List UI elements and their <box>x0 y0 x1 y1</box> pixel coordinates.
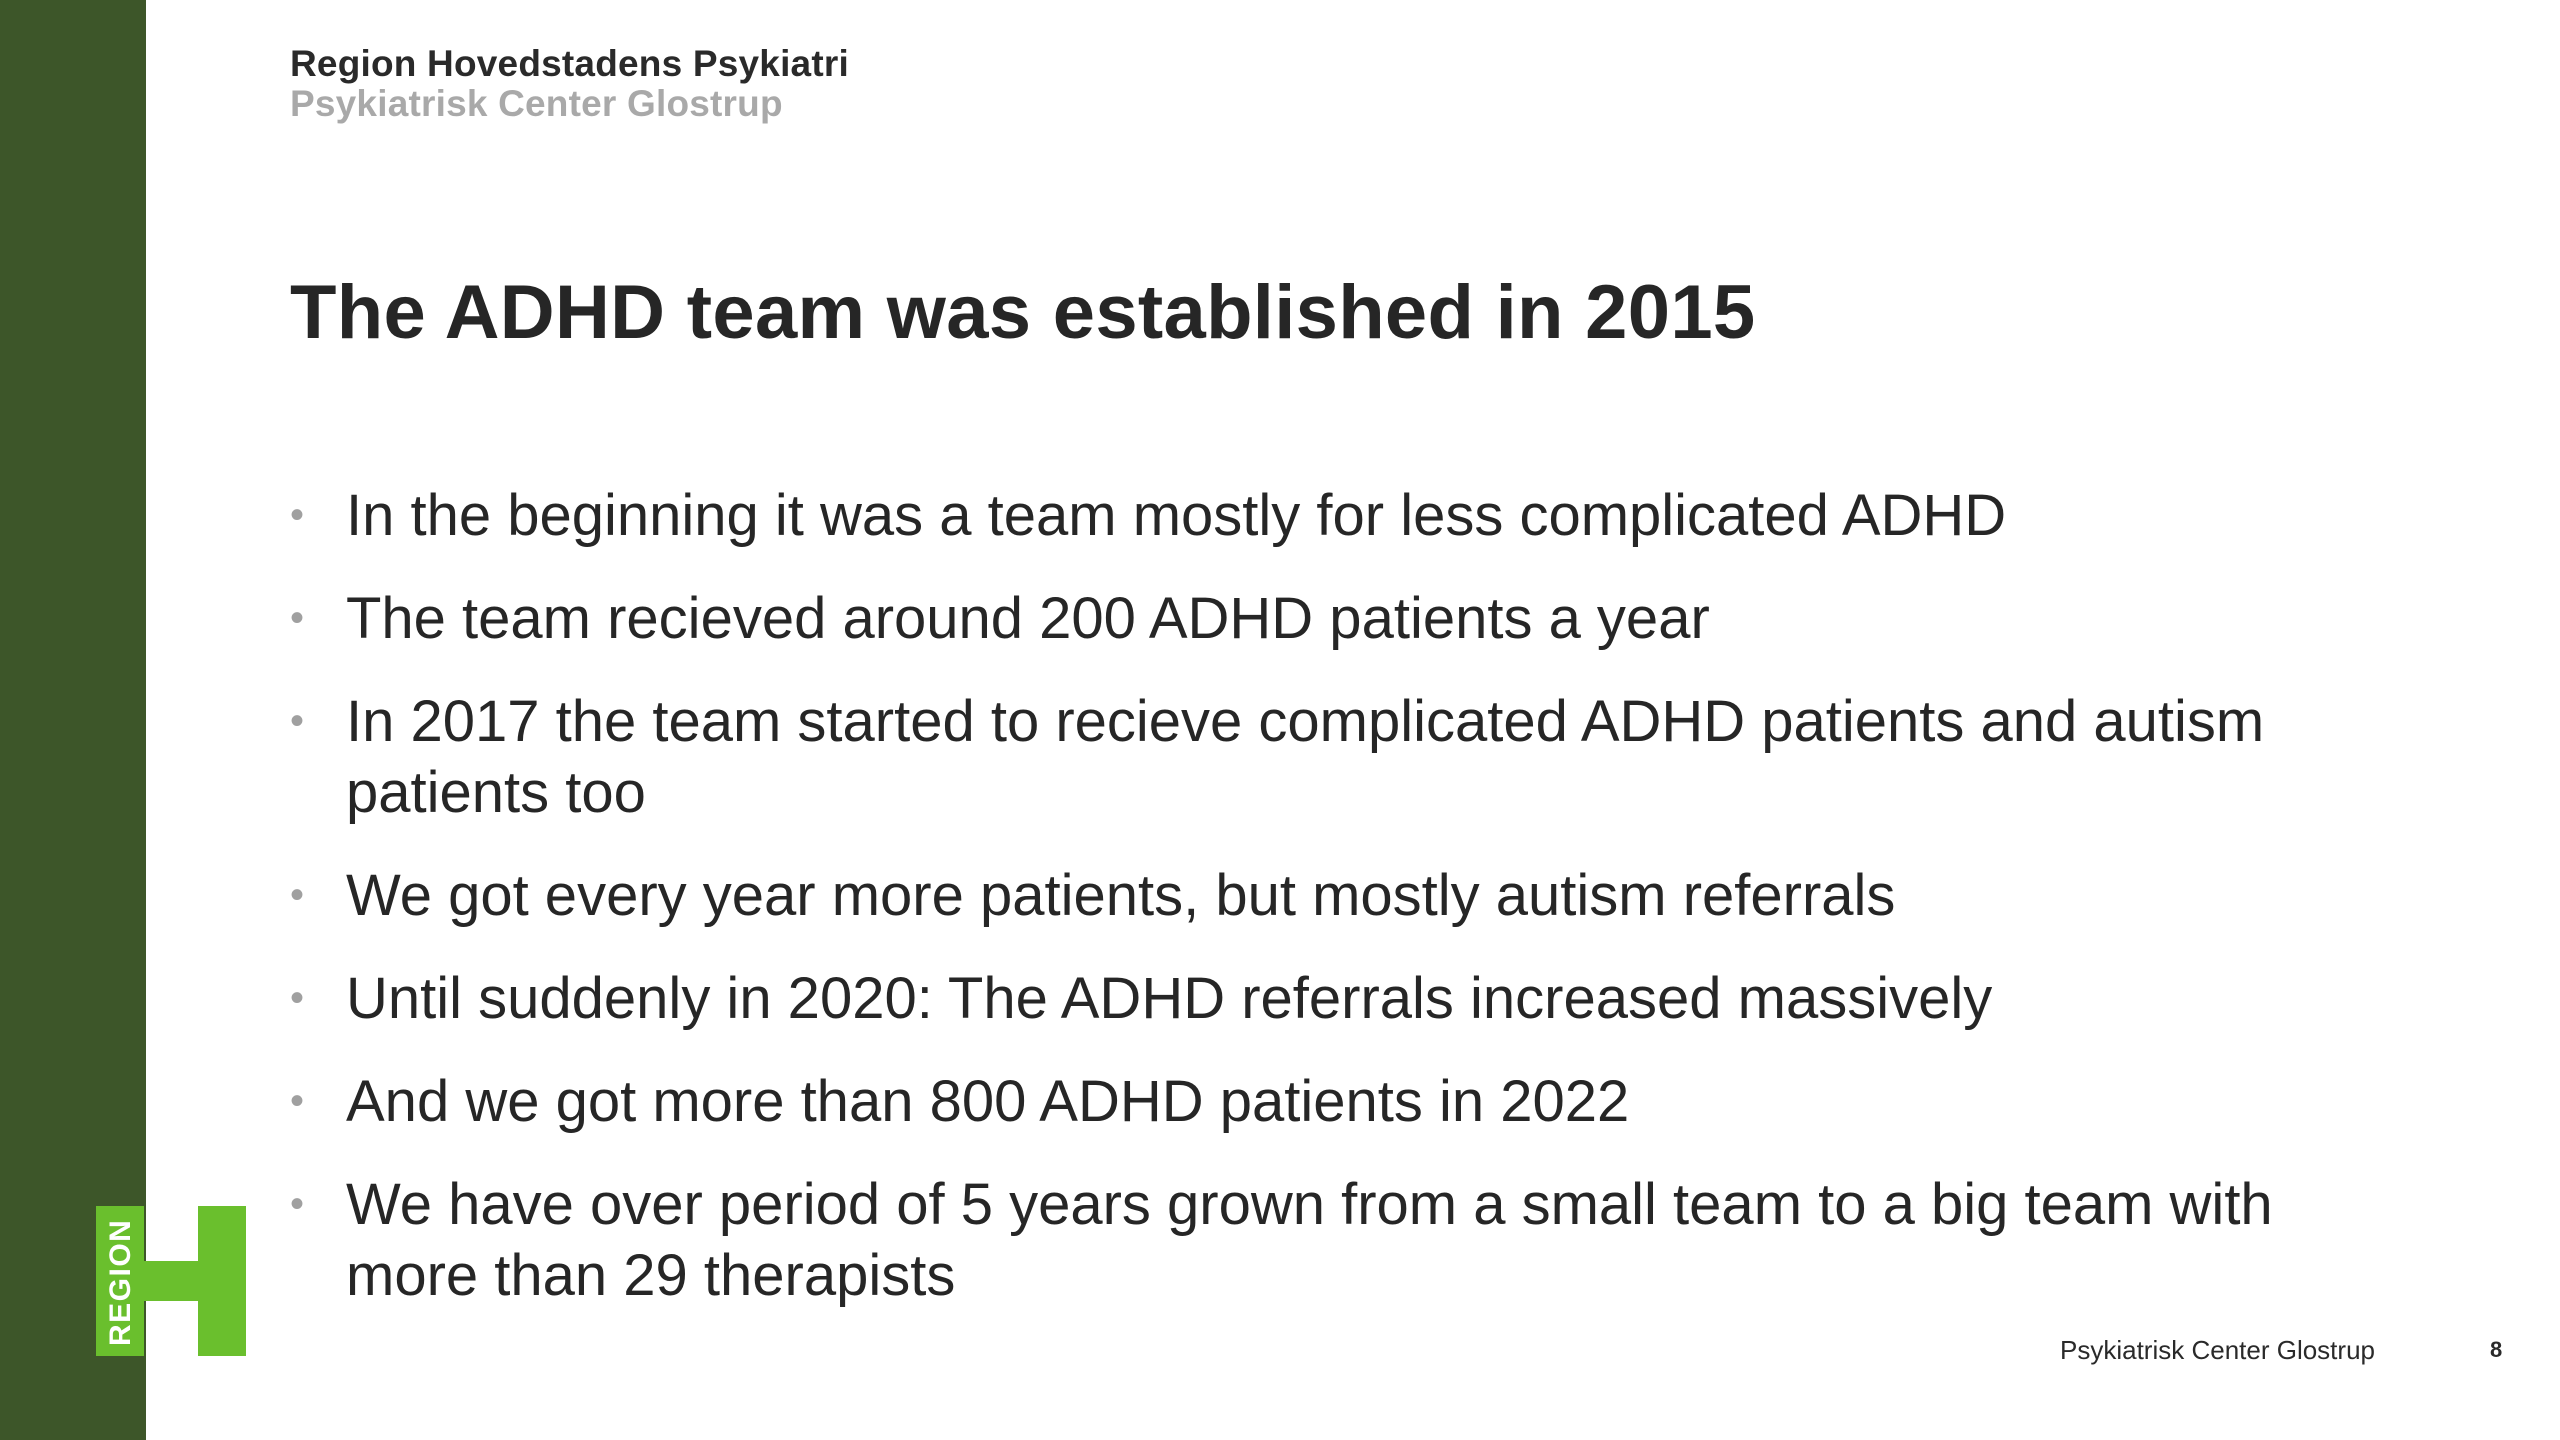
bullet-dot-icon: • <box>290 976 305 1020</box>
bullet-item <box>290 860 2390 931</box>
bullet-item <box>290 480 2390 551</box>
bullet-dot-icon: • <box>290 493 305 537</box>
bullet-item <box>290 963 2390 1034</box>
bullet-list <box>290 480 2390 1343</box>
logo-text: REGION <box>104 1218 137 1346</box>
footer-text: Psykiatrisk Center Glostrup <box>2060 1335 2375 1365</box>
org-header <box>290 44 849 124</box>
bullet-dot-icon: • <box>290 873 305 917</box>
bullet-item <box>290 686 2390 828</box>
bullet-text: In 2017 the team started to recieve complicated ADHD patients and autism patients too <box>346 689 2265 825</box>
bullet-item <box>290 1169 2390 1311</box>
bullet-text: In the beginning it was a team mostly for less complicated ADHD <box>346 483 2007 548</box>
bullet-item <box>290 1066 2390 1137</box>
bullet-dot-icon: • <box>290 596 305 640</box>
bullet-dot-icon: • <box>290 699 305 743</box>
bullet-text: The team recieved around 200 ADHD patients a year <box>346 586 1710 651</box>
bullet-text: And we got more than 800 ADHD patients in 2022 <box>346 1069 1630 1134</box>
slide-title: The ADHD team was established in 2015 <box>290 270 1756 355</box>
logo-crossbar <box>144 1261 198 1301</box>
page-number: 8 <box>2490 1337 2503 1362</box>
bullet-dot-icon: • <box>290 1182 305 1226</box>
bullet-text: We got every year more patients, but mostly autism referrals <box>346 863 1896 928</box>
bullet-text: Until suddenly in 2020: The ADHD referrals increased massively <box>346 966 1993 1031</box>
bullet-item <box>290 583 2390 654</box>
org-name: Region Hovedstadens Psykiatri <box>290 43 849 84</box>
logo-right-bar <box>198 1206 246 1356</box>
bullet-dot-icon: • <box>290 1079 305 1123</box>
bullet-text: We have over period of 5 years grown from a small team to a big team with more than 29 therapists <box>346 1172 2273 1308</box>
region-h-logo-icon <box>96 1206 246 1356</box>
org-subname: Psykiatrisk Center Glostrup <box>290 83 783 124</box>
